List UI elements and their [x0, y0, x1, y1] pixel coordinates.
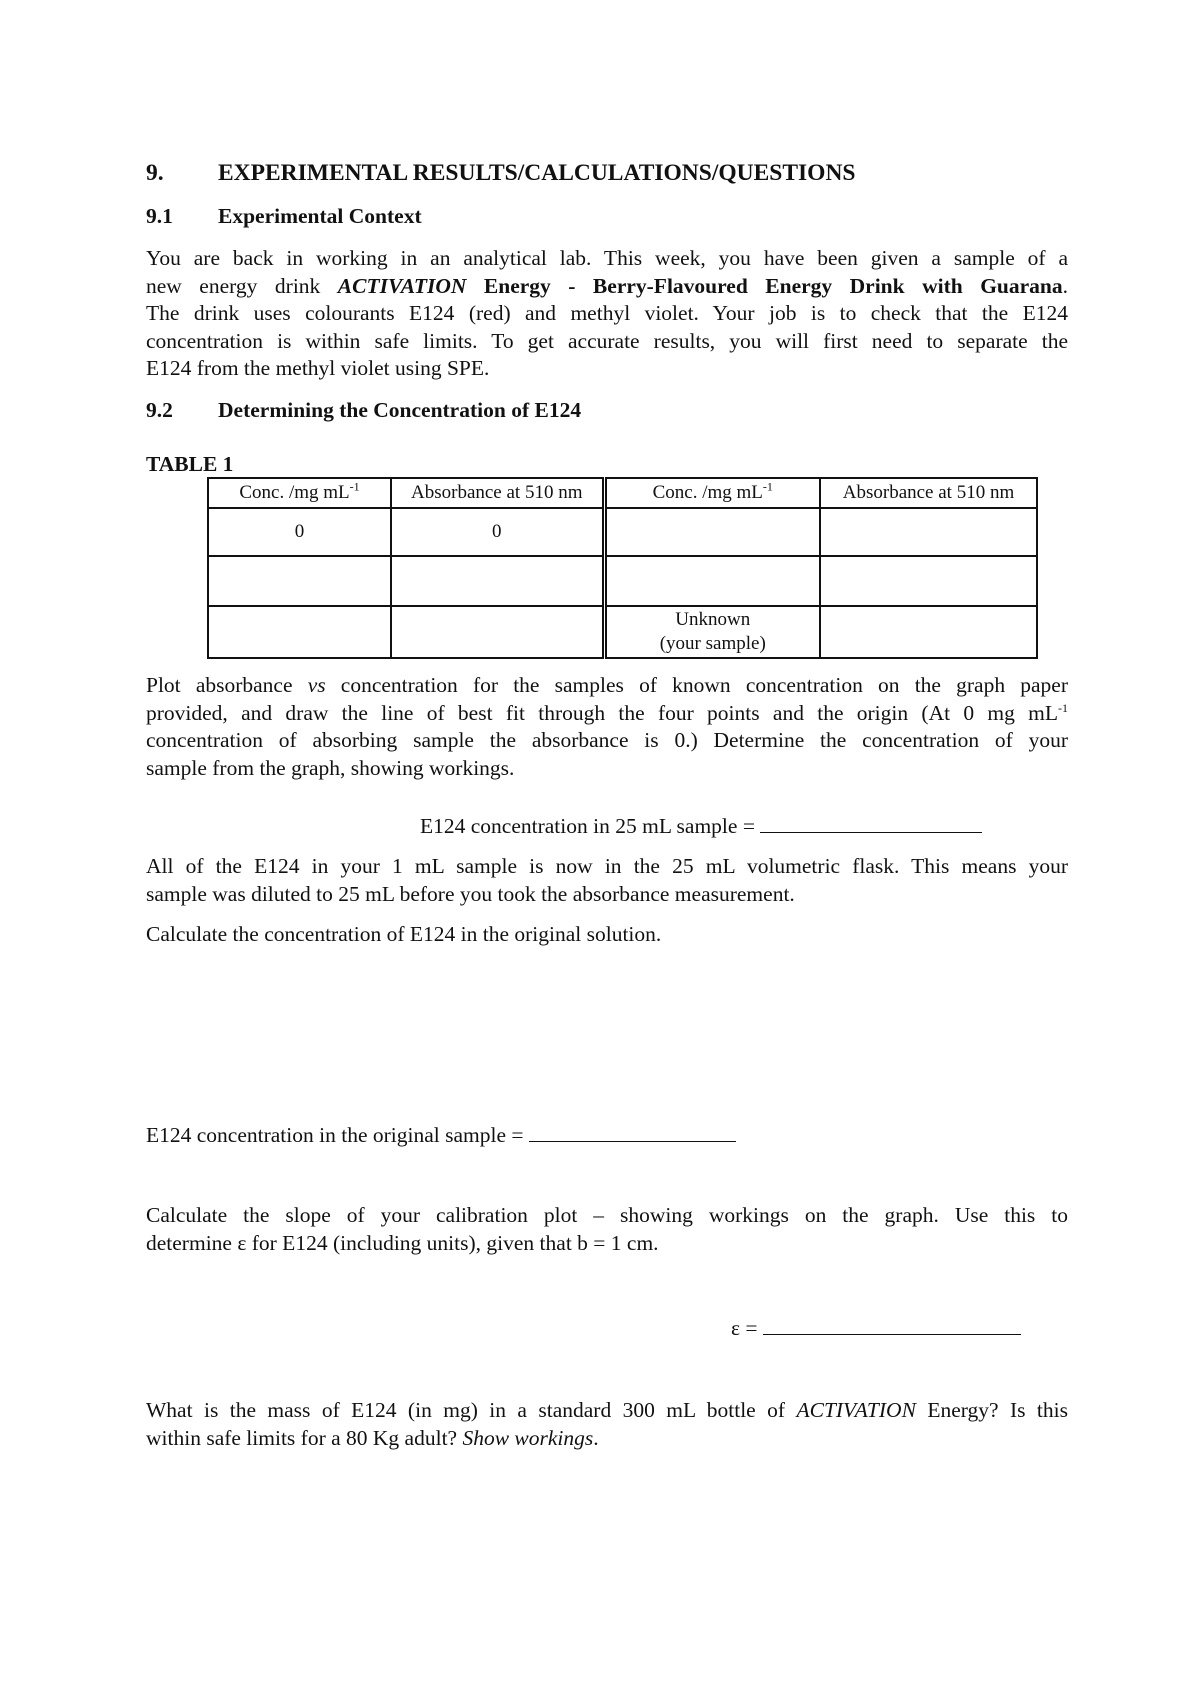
unknown-sample-cell: Unknown (your sample) [604, 606, 820, 658]
subsection-number: 9.1 [146, 204, 173, 228]
slope-paragraph [146, 1202, 1068, 1257]
table-cell [820, 556, 1037, 606]
table-row [208, 606, 1037, 658]
plot-line: provided, and draw the line of best fit through the four points and the origin (At 0 mg $mL^{-1}$ [146, 700, 1068, 725]
subsection-heading-9-2 [146, 398, 581, 423]
table-row [208, 508, 1037, 556]
plot-line: sample from the graph, showing workings. [146, 755, 515, 780]
answer-line-original: E124 concentration in the original sample = [146, 1123, 736, 1148]
subsection-number: 9.2 [146, 398, 173, 422]
section-title: EXPERIMENTAL RESULTS/CALCULATIONS/QUESTIONS [218, 160, 856, 186]
slope-line: determine ε for E124 (including units), given that b = 1 cm. [146, 1230, 659, 1255]
context-paragraph [146, 245, 1068, 383]
calculate-question: Calculate the concentration of E124 in the original solution. [146, 922, 662, 946]
dilution-line: sample was diluted to 25 mL before you took the absorbance measurement. [146, 881, 795, 906]
subsection-heading-9-1 [146, 204, 422, 229]
section-heading [146, 160, 856, 187]
answer-blank[interactable] [529, 1140, 736, 1142]
table-cell [604, 556, 820, 606]
subsection-title: Determining the Concentration of E124 [218, 398, 582, 422]
brand-name: ACTIVATION [337, 273, 467, 298]
header-conc: Conc. /mg $mL^{-1}$ [604, 478, 820, 508]
answer-blank[interactable] [763, 1333, 1021, 1335]
mass-question [146, 1397, 1068, 1452]
context-line: The drink uses colourants E124 (red) and methyl violet. Your job is to check that the E124 [146, 301, 1068, 325]
product-name: Energy - Berry-Flavoured Energy Drink with Guarana [466, 273, 1063, 298]
plot-line: Plot absorbance vs concentration for the samples of known concentration on the graph paper [146, 673, 1068, 697]
context-line: E124 from the methyl violet using SPE. [146, 356, 490, 380]
section-number: 9. [146, 160, 164, 186]
dilution-line: All of the E124 in your 1 mL sample is now in the 25 mL volumetric flask. This means your [146, 854, 1068, 878]
plot-instructions [146, 672, 1068, 782]
table-cell [820, 606, 1037, 658]
table-cell [391, 606, 604, 658]
mass-line: What is the mass of E124 (in mg) in a standard 300 mL bottle of ACTIVATION Energy? Is this [146, 1398, 1068, 1422]
slope-line: Calculate the slope of your calibration plot – showing workings on the graph. Use this to [146, 1203, 1068, 1227]
table-cell [391, 556, 604, 606]
table-cell [820, 508, 1037, 556]
answer-blank[interactable] [760, 831, 982, 833]
answer-line-25ml: E124 concentration in 25 mL sample = [420, 814, 982, 839]
context-line: You are back in working in an analytical lab. This week, you have been given a sample of a [146, 246, 1068, 270]
table-cell [208, 556, 391, 606]
context-line: concentration is within safe limits. To get accurate results, you will first need to separate the [146, 328, 1068, 353]
table-label: TABLE 1 [146, 452, 234, 476]
subsection-title: Experimental Context [218, 204, 422, 228]
dilution-paragraph [146, 853, 1068, 908]
header-absorbance: Absorbance at 510 nm [391, 478, 604, 508]
table-header-row [208, 478, 1037, 508]
table-cell: 0 [208, 508, 391, 556]
mass-line: within safe limits for a 80 Kg adult? Show workings. [146, 1425, 599, 1450]
answer-line-epsilon: ε = [731, 1316, 1021, 1341]
table-row [208, 556, 1037, 606]
table-cell [208, 606, 391, 658]
context-line: new energy drink ACTIVATION Energy - Berry-Flavoured Energy Drink with Guarana. [146, 273, 1068, 298]
table-cell: 0 [391, 508, 604, 556]
header-conc: Conc. /mg $mL^{-1}$ [208, 478, 391, 508]
plot-line: concentration of absorbing sample the absorbance is 0.) Determine the concentration of your [146, 728, 1068, 752]
table-cell [604, 508, 820, 556]
results-table [207, 477, 1038, 659]
header-absorbance: Absorbance at 510 nm [820, 478, 1037, 508]
